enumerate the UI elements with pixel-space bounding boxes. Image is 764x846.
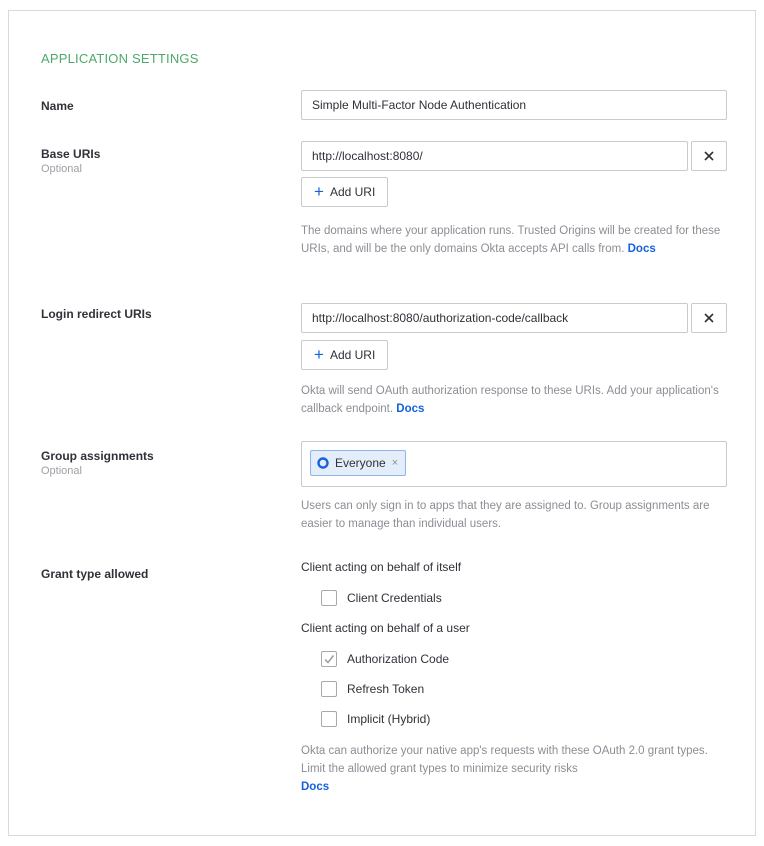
grant-type-docs-link[interactable]: Docs <box>301 781 330 793</box>
group-assignments-label: Group assignments <box>41 449 154 463</box>
group-assignments-optional: Optional <box>41 465 82 477</box>
refresh-token-label: Refresh Token <box>347 682 425 696</box>
group-icon <box>317 457 329 469</box>
implicit-hybrid-option[interactable] <box>321 711 430 727</box>
login-redirect-help-text: Okta will send OAuth authorization response to these URIs. Add your application's callback endpoint. <box>301 385 719 415</box>
base-uris-help-text: The domains where your application runs. Trusted Origins will be created for these URIs, and will be the only domains Okta accepts API calls from. <box>301 225 721 255</box>
close-icon <box>703 312 715 324</box>
implicit-hybrid-checkbox[interactable] <box>321 711 337 727</box>
grant-type-help-text: Okta can authorize your native app's requests with these OAuth 2.0 grant types. Limit the allowed grant types to minimize security risks <box>301 745 708 775</box>
grant-type-help <box>301 742 727 796</box>
remove-login-redirect-uri-button[interactable] <box>691 303 727 333</box>
plus-icon: + <box>314 345 324 364</box>
authorization-code-label: Authorization Code <box>347 652 450 666</box>
authorization-code-checkbox[interactable] <box>321 651 337 667</box>
client-credentials-label: Client Credentials <box>347 591 442 605</box>
login-redirect-uri-input[interactable] <box>301 303 688 333</box>
close-icon <box>703 150 715 162</box>
client-credentials-option[interactable] <box>321 590 442 606</box>
client-credentials-checkbox[interactable] <box>321 590 337 606</box>
base-uri-input[interactable] <box>301 141 688 171</box>
grant-type-label: Grant type allowed <box>41 567 149 581</box>
add-login-redirect-uri-button[interactable] <box>301 340 388 370</box>
group-assignments-help-text: Users can only sign in to apps that they are assigned to. Group assignments are easier to manage than individual users. <box>301 500 710 530</box>
name-label: Name <box>41 99 74 113</box>
check-icon <box>323 653 335 665</box>
group-chip-everyone[interactable] <box>310 450 406 476</box>
base-uris-docs-link[interactable]: Docs <box>627 243 656 255</box>
refresh-token-checkbox[interactable] <box>321 681 337 697</box>
group-chip-label: Everyone <box>335 456 386 470</box>
login-redirect-help <box>301 382 727 418</box>
grant-group-user-label: Client acting on behalf of a user <box>301 621 470 635</box>
add-base-uri-label: Add URI <box>329 185 376 199</box>
base-uris-optional: Optional <box>41 163 82 175</box>
application-settings-panel <box>8 10 756 836</box>
add-base-uri-button[interactable] <box>301 177 388 207</box>
plus-icon: + <box>314 182 324 201</box>
section-title: APPLICATION SETTINGS <box>41 51 199 66</box>
remove-base-uri-button[interactable] <box>691 141 727 171</box>
refresh-token-option[interactable] <box>321 681 424 697</box>
base-uris-help <box>301 222 727 258</box>
login-redirect-label: Login redirect URIs <box>41 307 152 321</box>
grant-group-self-label: Client acting on behalf of itself <box>301 560 462 574</box>
base-uris-label: Base URIs <box>41 147 101 161</box>
group-assignments-help <box>301 497 727 533</box>
implicit-hybrid-label: Implicit (Hybrid) <box>347 712 431 726</box>
authorization-code-option[interactable] <box>321 651 449 667</box>
chip-remove-icon[interactable]: × <box>391 457 399 469</box>
add-login-redirect-uri-label: Add URI <box>329 348 376 362</box>
group-assignments-field[interactable] <box>301 441 727 487</box>
login-redirect-docs-link[interactable]: Docs <box>396 403 425 415</box>
name-input[interactable] <box>301 90 727 120</box>
